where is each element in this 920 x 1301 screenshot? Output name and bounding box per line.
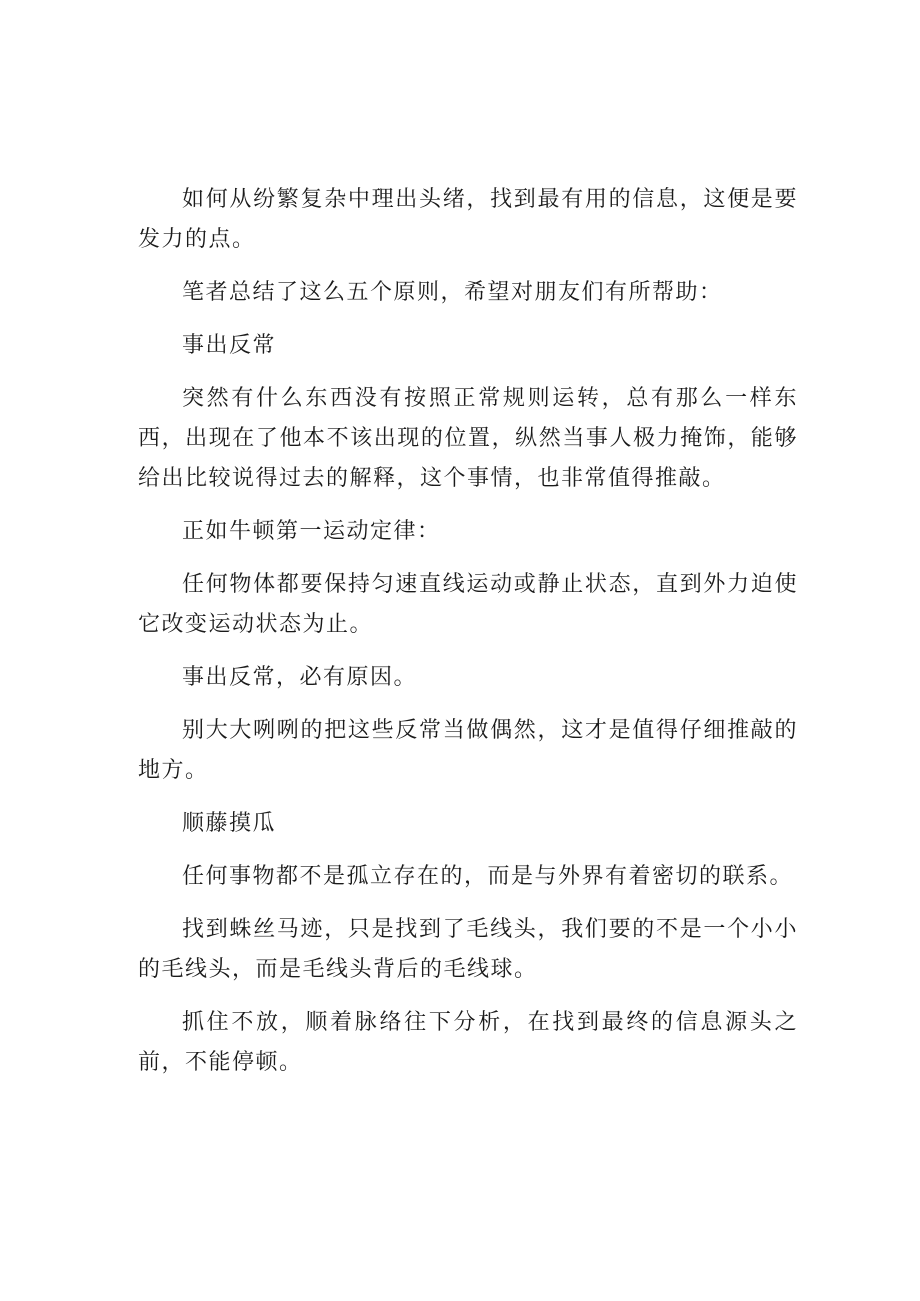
- paragraph-anomaly-advice: 别大大咧咧的把这些反常当做偶然，这才是值得仔细推敲的地方。: [138, 718, 798, 783]
- section-heading-follow-vine: 顺藤摸瓜: [182, 811, 277, 836]
- paragraph-anomaly-reason: 事出反常，必有原因。: [182, 665, 418, 690]
- document-body: [138, 180, 798, 1096]
- paragraph-newton-intro: 正如牛顿第一运动定律：: [182, 519, 441, 544]
- paragraph-anomaly-description: 突然有什么东西没有按照正常规则运转，总有那么一样东西，出现在了他本不该出现的位置，纵然当事人极力掩饰，能够给出比较说得过去的解释，这个事情，也非常值得推敲。: [138, 386, 798, 491]
- paragraph-yarn: 找到蛛丝马迹，只是找到了毛线头，我们要的不是一个小小的毛线头，而是毛线头背后的毛线球。: [138, 917, 798, 982]
- paragraph-intro: 如何从纷繁复杂中理出头绪，找到最有用的信息，这便是要发力的点。: [138, 187, 798, 252]
- section-heading-anomaly: 事出反常: [182, 333, 277, 358]
- paragraph-newton-law: 任何物体都要保持匀速直线运动或静止状态，直到外力迫使它改变运动状态为止。: [138, 572, 798, 637]
- paragraph-principles-intro: 笔者总结了这么五个原则，希望对朋友们有所帮助：: [182, 280, 723, 305]
- paragraph-hold-on: 抓住不放，顺着脉络往下分析，在找到最终的信息源头之前，不能停顿。: [138, 1010, 798, 1075]
- paragraph-connections: 任何事物都不是孤立存在的，而是与外界有着密切的联系。: [182, 864, 794, 889]
